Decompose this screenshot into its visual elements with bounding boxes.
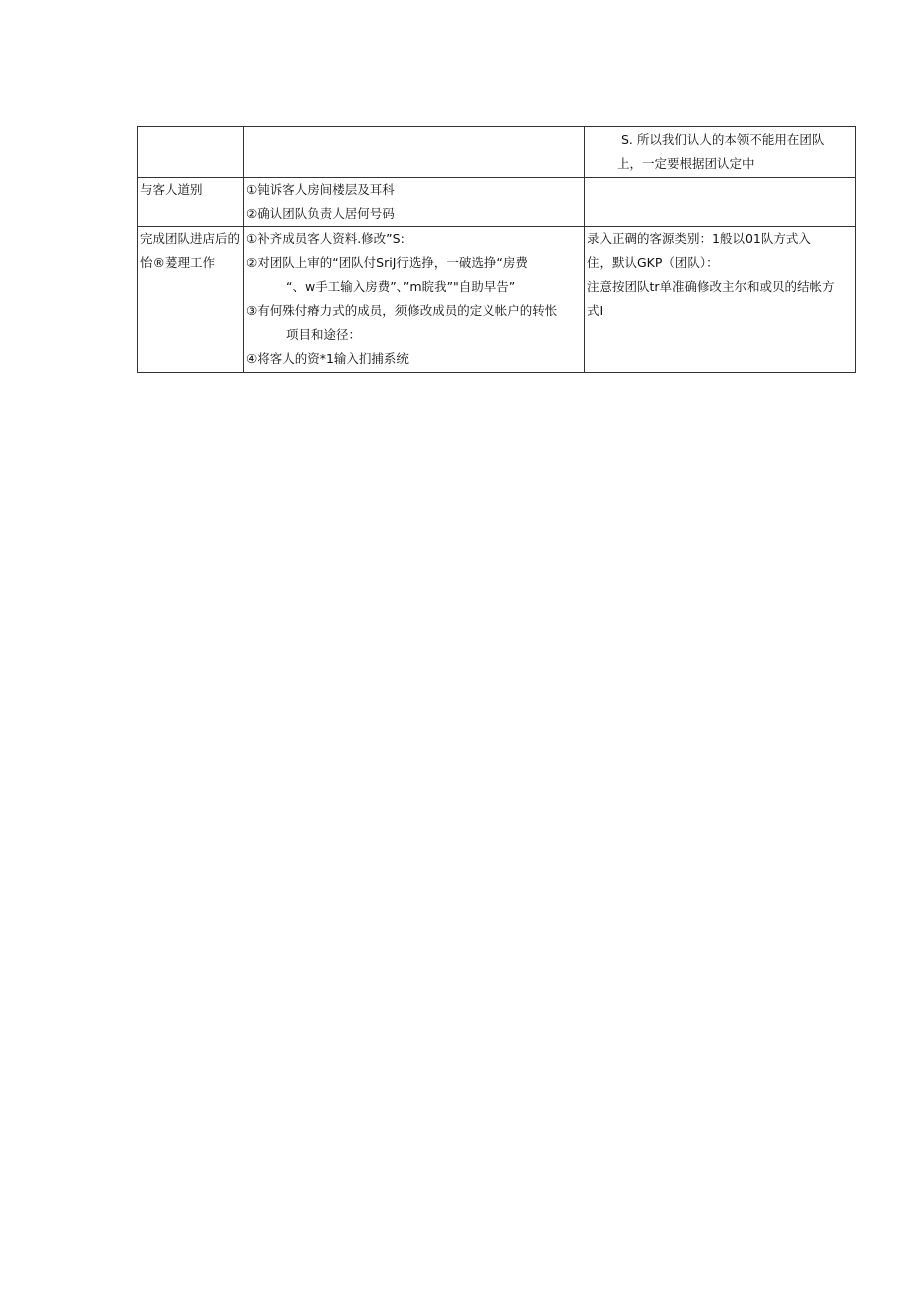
document-table: [137, 126, 856, 373]
step-label: 怡®萲理工作: [140, 255, 216, 270]
step-label: 完成团队进店后的: [140, 231, 241, 246]
table-cell-notes: [585, 178, 856, 227]
table-row: [138, 227, 856, 373]
note-line: 住，默认GKP（团队）：: [587, 255, 719, 270]
note-line: 上，一定要根据团认定中: [617, 156, 755, 171]
procedure-line: ②对团队上审的“团队付SriJ行选挣，一破选挣“房费: [246, 255, 528, 270]
table-cell-procedure: [244, 178, 585, 227]
procedure-line: ①补齐成员客人资料.修改”S:: [246, 231, 405, 246]
procedure-line: ③有何殊付瘠力式的成员，须修改成员的定义帐户的转怅: [246, 303, 558, 318]
table-cell-procedure: [244, 127, 585, 178]
note-line: 式I: [587, 303, 604, 318]
procedure-line: ④将客人的资*1输入扪捕系统: [246, 351, 409, 366]
note-line: 注意按团队tr单准确修改主尔和或贝的结帐方: [587, 279, 835, 294]
table-cell-notes: [585, 227, 856, 373]
table-cell-step: [138, 127, 244, 178]
table-cell-procedure: [244, 227, 585, 373]
table-cell-step: [138, 178, 244, 227]
procedure-line: 项目和途径：: [286, 327, 362, 342]
table-cell-step: [138, 227, 244, 373]
procedure-line: ②确认团队负责人居何号码: [246, 206, 395, 221]
table-row: [138, 178, 856, 227]
step-label: 与客人道别: [140, 182, 203, 197]
procedure-line: ①钝诉客人房间楼层及耳科: [246, 182, 395, 197]
procedure-line: “、w手工输入房费”、”m睆我”"自助早告”: [286, 279, 516, 294]
note-line: 录入正碉的客源类别：1般以01队方式入: [587, 231, 811, 246]
table-cell-notes: [585, 127, 856, 178]
note-line: S. 所以我们认人的本领不能用在团队: [621, 132, 825, 147]
table-row: [138, 127, 856, 178]
